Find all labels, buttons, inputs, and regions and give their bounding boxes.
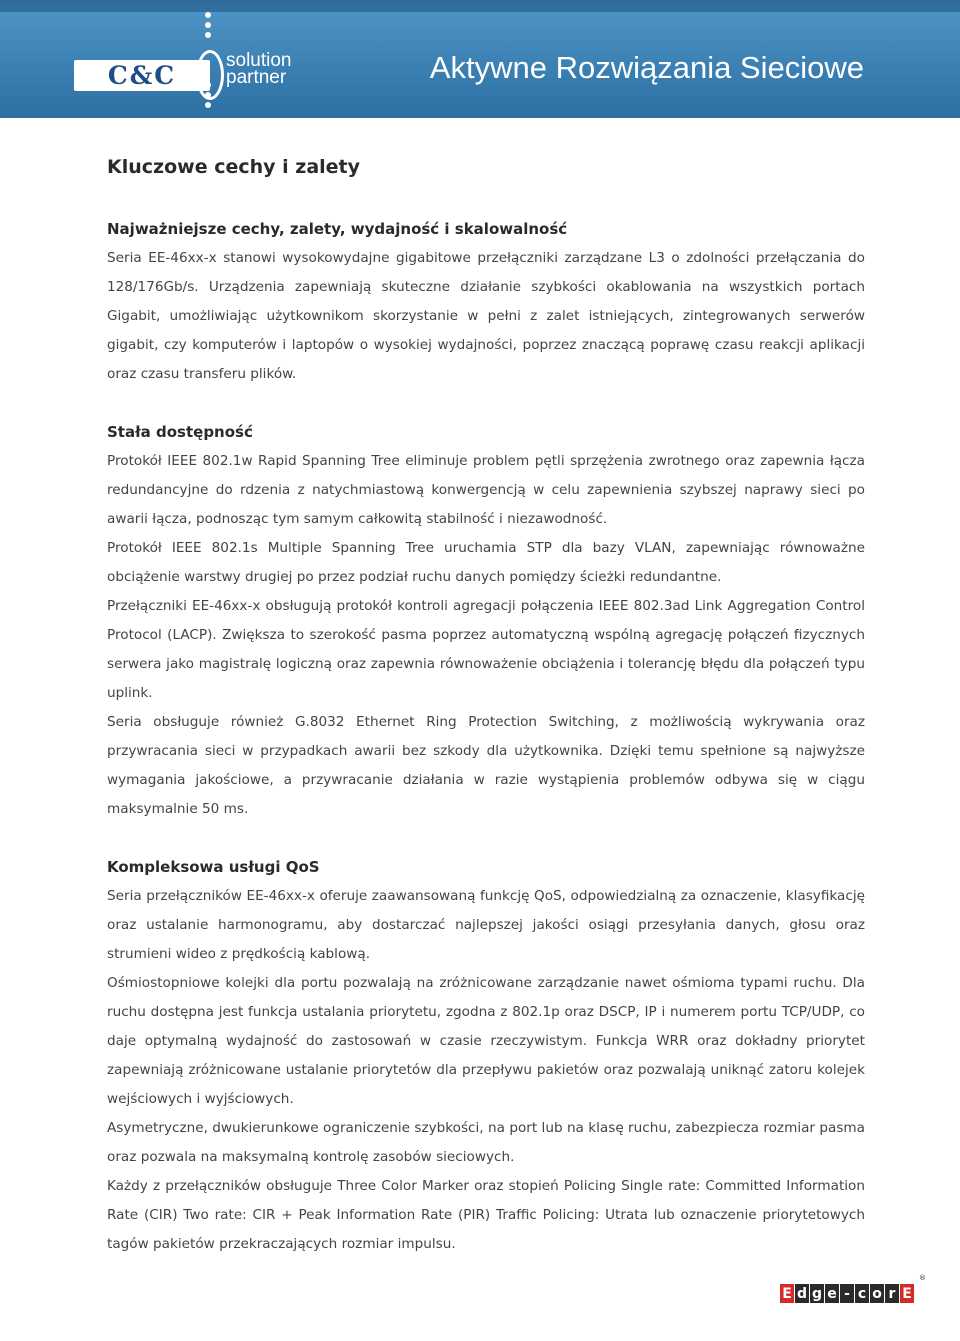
page-header	[0, 0, 960, 118]
header-title: Aktywne Rozwiązania Sieciowe	[429, 50, 864, 85]
logo-letter: d	[796, 1285, 808, 1302]
section-heading: Kompleksowa usługi QoS	[107, 858, 320, 876]
registered-mark: ®	[919, 1274, 926, 1282]
edgecore-logo	[780, 1284, 914, 1303]
paragraph: Seria obsługuje również G.8032 Ethernet Ring Protection Switching, z możliwością wykrywania oraz przywracania sieci w przypadkach awarii bez szkody dla użytkownika. Dzięki temu spełnione są najwyższe wymagania jakościowe, a przywracanie działania w razie wystąpienia problemów odbywa się w ciągu maksymalnie 50 ms.	[107, 714, 865, 817]
logo-letter: c	[855, 1284, 869, 1303]
section-heading: Najważniejsze cechy, zalety, wydajność i skalowalność	[107, 220, 568, 238]
logo-letter: E	[900, 1284, 914, 1303]
paragraph: Przełączniki EE-46xx-x obsługują protokół kontroli agregacji połączenia IEEE 802.3ad Link Aggregation Control Protocol (LACP). Zwiększa to szerokość pasma poprzez automatyczną wspólną agregację połączeń fizycznych serwera jako magistralę logiczną oraz zapewnia równoważenie obciążenia i tolerancję błędu dla połączeń typu uplink.	[107, 598, 865, 701]
paragraph: Protokół IEEE 802.1w Rapid Spanning Tree eliminuje problem pętli sprzężenia zwrotnego oraz zapewnia łącza redundancyjne do rdzenia z natychmiastową konwergencją w celu zapewnienia szybszej naprawy sieci po awarii łącza, podnosząc tym samym całkowitą stabilność i niezawodność.	[107, 453, 865, 527]
paragraph: Seria EE-46xx-x stanowi wysokowydajne gigabitowe przełączniki zarządzane L3 o zdolności przełączania do 128/176Gb/s. Urządzenia zapewniają skuteczne działanie szybkości okablowania na wszystkich portach Gigabit, umożliwiając użytkownikom skorzystanie w pełni z zalet istniejących, zintegrowanych serwerów gigabit, czy komputerów i laptopów o wysokiej wydajności, poprzez znaczącą poprawę czasu reakcji aplikacji oraz czasu transferu plików.	[107, 250, 865, 382]
paragraph: Protokół IEEE 802.1s Multiple Spanning Tree uruchamia STP dla bazy VLAN, zapewniając równoważne obciążenie warstwy drugiej po przez podział ruchu danych pomiędzy ścieżki redundantne.	[107, 540, 865, 585]
document-body	[107, 150, 865, 1259]
logo-sub-line1: solution	[226, 50, 292, 71]
cc-logo-text: C&C	[107, 61, 177, 90]
logo-letter: e	[825, 1284, 839, 1303]
paragraph: Każdy z przełączników obsługuje Three Color Marker oraz stopień Policing Single rate: Committed Information Rate (CIR) Two rate: CIR + Peak Information Rate (PIR) Traffic Policing: Utrata lub oznaczenie priorytetowych tagów pakietów przekraczających rozmiar impulsu.	[107, 1178, 865, 1252]
logo-letter: o	[870, 1284, 884, 1303]
paragraph: Seria przełączników EE-46xx-x oferuje zaawansowaną funkcję QoS, odpowiedzialną za oznaczenie, klasyfikację oraz ustalanie harmonogramu, aby dostarczać najlepszej jakości osiągi przesyłania danych, głosu oraz strumieni wideo z prędkością kablową.	[107, 888, 865, 962]
logo-subtitle	[226, 52, 292, 86]
logo-letter: g	[811, 1285, 823, 1302]
logo-ring-decoration	[196, 50, 224, 100]
logo-letter: E	[780, 1284, 794, 1303]
paragraph: Ośmiostopniowe kolejki dla portu pozwalają na zróżnicowane zarządzanie nawet ośmioma typami ruchu. Dla ruchu dostępna jest funkcja ustalania priorytetu, zgodna z 802.1p oraz DSCP, IP i numerem portu TCP/UDP, co daje optymalną wydajność do zastosowań w czasie rzeczywistym. Funkcja WRR oraz dokładny priorytet zapewniają zróżnicowane ustalanie priorytetów dla przepływu pakietów oraz pozwalają uniknąć zatoru kolejek wejściowych i wyjściowych.	[107, 975, 865, 1107]
page-title: Kluczowe cechy i zalety	[107, 156, 361, 178]
cc-logo	[74, 60, 210, 91]
logo-letter: -	[840, 1284, 854, 1303]
section-heading: Stała dostępność	[107, 423, 253, 441]
paragraph: Asymetryczne, dwukierunkowe ograniczenie szybkości, na port lub na klasę ruchu, zabezpiecza rozmiar pasma oraz pozwala na maksymalną kontrolę zasobów sieciowych.	[107, 1120, 865, 1165]
logo-sub-line2: partner	[226, 67, 287, 88]
logo-letter: r	[885, 1284, 899, 1303]
